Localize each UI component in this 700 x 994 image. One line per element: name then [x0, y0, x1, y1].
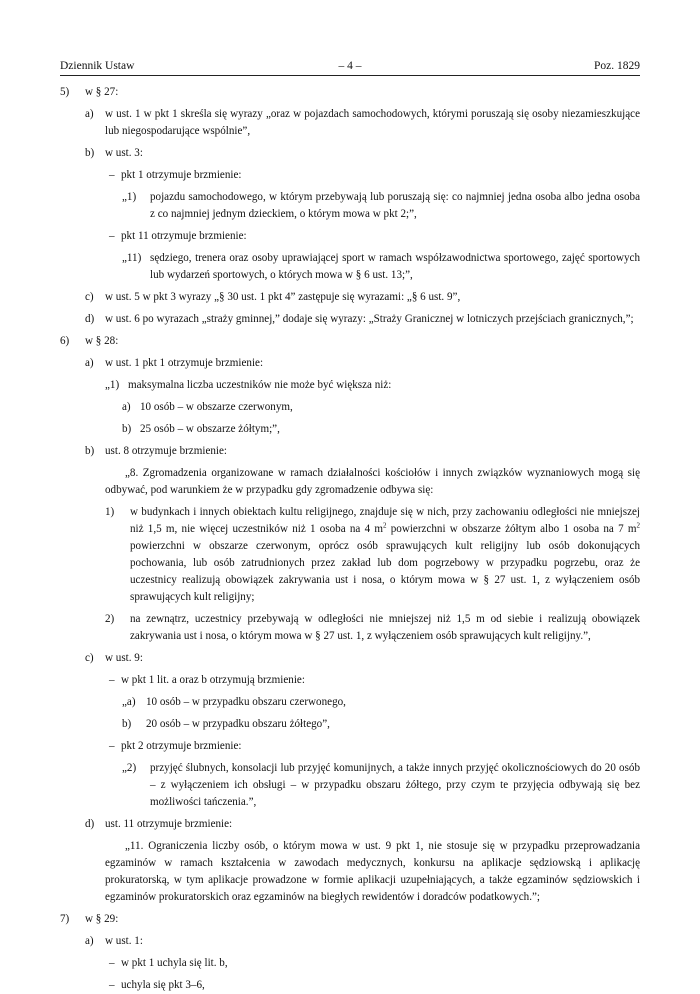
- quoted-point: [60, 189, 640, 223]
- letter-item: [60, 650, 640, 667]
- superscript: 2: [383, 521, 387, 530]
- item-text: w ust. 1 pkt 1 otrzymuje brzmienie:: [105, 357, 264, 369]
- sub-label: „a): [122, 696, 136, 708]
- quoted-text: pojazdu samochodowego, w którym przebywają lub poruszają się: co najmniej jedna osoba albo jedna osoba z co najmniej jednym dzieckiem, o którym mowa w pkt 2;”,: [150, 191, 640, 220]
- dash-item: [60, 672, 640, 689]
- letter-item: [60, 816, 640, 833]
- quoted-text: przyjęć ślubnych, konsolacji lub przyjęć komunijnych, a także innych przyjęć okolicznościowych do 20 osób – z wyłączeniem ich obsługi – w przypadku obszaru żółtego, przy czym te przyjęcia odbywają się bez możliwości tańczenia.”,: [150, 762, 640, 808]
- dash-marker: –: [109, 979, 115, 991]
- position-number: Poz. 1829: [594, 60, 640, 72]
- quoted-point: [60, 250, 640, 284]
- quoted-text: sędziego, trenera oraz osoby uprawiającej sport w ramach współzawodnictwa sportowego, zajęć sportowych lub wydarzeń sportowych, o których mowa w § 6 ust. 13;”,: [150, 252, 640, 281]
- dash-marker: –: [109, 674, 115, 686]
- letter-label: b): [85, 147, 95, 159]
- item-text: ust. 8 otrzymuje brzmienie:: [105, 445, 227, 457]
- item-text: w pkt 1 lit. a oraz b otrzymują brzmienie:: [121, 674, 305, 686]
- item-text: pkt 1 otrzymuje brzmienie:: [121, 169, 242, 181]
- point-number: 7): [60, 913, 70, 925]
- page-number: – 4 –: [338, 60, 362, 72]
- item-text: uchyla się pkt 3–6,: [121, 979, 205, 991]
- letter-item: [60, 355, 640, 372]
- sub-text: 20 osób – w przypadku obszaru żółtego”,: [146, 718, 330, 730]
- sub-text: 10 osób – w przypadku obszaru czerwonego,: [146, 696, 346, 708]
- quoted-point: [60, 377, 640, 394]
- letter-item: [60, 311, 640, 328]
- item-text: w ust. 3:: [105, 147, 143, 159]
- letter-label: a): [85, 357, 94, 369]
- item-text: pkt 11 otrzymuje brzmienie:: [121, 230, 247, 242]
- item-text: w ust. 5 w pkt 3 wyrazy „§ 30 ust. 1 pkt 4” zastępuje się wyrazami: „§ 6 ust. 9”,: [105, 291, 461, 303]
- dash-item: [60, 977, 640, 994]
- point-title: w § 28:: [85, 335, 119, 347]
- page-header: [60, 58, 640, 74]
- sub-text: 10 osób – w obszarze czerwonym,: [140, 401, 293, 413]
- quoted-text: „11. Ograniczenia liczby osób, o którym mowa w ust. 9 pkt 1, nie stosuje się w przypadku przeprowadzania egzaminów w ramach kształcenia w zawodach medycznych, konkursu na aplikacje sędziowską i aplikację prokuratorską, w tym aplikacje prowadzone w formie aplikacji uzupełniających, a także egzaminów sędziowskich i egzaminów prokuratorskich oraz egzaminów na biegłych rewidentów i doradców podatkowych.”;: [105, 840, 640, 903]
- letter-label: a): [85, 935, 94, 947]
- letter-item: [60, 933, 640, 950]
- sub-label: b): [122, 423, 132, 435]
- point-6: [60, 333, 640, 350]
- superscript: 2: [636, 521, 640, 530]
- letter-label: c): [85, 291, 94, 303]
- letter-item: [60, 443, 640, 460]
- item-number: 2): [105, 613, 115, 625]
- sub-item: [60, 399, 640, 416]
- dash-marker: –: [109, 957, 115, 969]
- quoted-paragraph: [60, 465, 640, 499]
- item-text: ust. 11 otrzymuje brzmienie:: [105, 818, 233, 830]
- point-number: 5): [60, 86, 70, 98]
- sub-text: 25 osób – w obszarze żółtym;”,: [140, 423, 280, 435]
- dash-marker: –: [109, 740, 115, 752]
- sub-label: b): [122, 718, 132, 730]
- point-number: 6): [60, 335, 70, 347]
- sub-item: [60, 421, 640, 438]
- point-5: [60, 84, 640, 101]
- quoted-number: „1): [105, 379, 120, 391]
- item-number: 1): [105, 506, 115, 518]
- document-body: [60, 84, 640, 994]
- letter-item: [60, 106, 640, 140]
- header-rule: [60, 75, 640, 76]
- item-text: powierzchni w obszarze czerwonym, oprócz osób sprawujących kult religijny lub osób dokonujących pochowania, lub osób zatrudnionych przez zakład lub dom pogrzebowy w przypadku pogrzebu, oraz że uczestnicy realizują obowiązek zakrywania ust i nosa, o którym mowa w § 27 ust. 1, z wyłączeniem osób sprawujących kult religijny;: [130, 540, 640, 603]
- sub-item: [60, 694, 640, 711]
- numbered-item: [60, 504, 640, 606]
- item-text: w budynkach i innych obiektach kultu religijnego, znajduje się w nich, przy zachowaniu odległości nie mniejszej niż 1,5 m, nie więcej uczestników niż 1 osoba na 4 m: [130, 506, 640, 535]
- sub-item: [60, 716, 640, 733]
- letter-label: c): [85, 652, 94, 664]
- letter-item: [60, 289, 640, 306]
- point-title: w § 27:: [85, 86, 119, 98]
- quoted-text: „8. Zgromadzenia organizowane w ramach działalności kościołów i innych związków wyznaniowych mogą się odbywać, pod warunkiem że w przypadku gdy zgromadzenie odbywa się:: [105, 467, 640, 496]
- dash-item: [60, 955, 640, 972]
- dash-item: [60, 228, 640, 245]
- quoted-number: „11): [122, 252, 142, 264]
- item-text: na zewnątrz, uczestnicy przebywają w odległości nie mniejszej niż 1,5 m od siebie i realizują obowiązek zakrywania ust i nosa, o którym mowa w § 27 ust. 1, z wyłączeniem osób sprawujących kult religijny.”,: [130, 613, 640, 642]
- item-text: w ust. 6 po wyrazach „straży gminnej,” dodaje się wyrazy: „Straży Granicznej w lotniczych przejściach granicznych,”;: [105, 313, 634, 325]
- journal-title: Dziennik Ustaw: [60, 60, 135, 72]
- dash-marker: –: [109, 230, 115, 242]
- dash-item: [60, 738, 640, 755]
- item-text: pkt 2 otrzymuje brzmienie:: [121, 740, 242, 752]
- item-text: powierzchni w obszarze żółtym albo 1 osoba na 7 m: [386, 523, 637, 535]
- item-text: w ust. 1:: [105, 935, 143, 947]
- quoted-text: maksymalna liczba uczestników nie może być większa niż:: [128, 379, 392, 391]
- sub-label: a): [122, 401, 131, 413]
- item-text: w pkt 1 uchyla się lit. b,: [121, 957, 228, 969]
- quoted-number: „2): [122, 762, 137, 774]
- point-title: w § 29:: [85, 913, 119, 925]
- dash-item: [60, 167, 640, 184]
- quoted-paragraph: [60, 838, 640, 906]
- point-7: [60, 911, 640, 928]
- quoted-number: „1): [122, 191, 137, 203]
- letter-item: [60, 145, 640, 162]
- letter-label: a): [85, 108, 94, 120]
- quoted-point: [60, 760, 640, 811]
- letter-label: d): [85, 313, 95, 325]
- letter-label: b): [85, 445, 95, 457]
- letter-label: d): [85, 818, 95, 830]
- item-text: w ust. 1 w pkt 1 skreśla się wyrazy „oraz w pojazdach samochodowych, którymi poruszają się osoby niezamieszkujące lub niegospodarujące wspólnie”,: [105, 108, 640, 137]
- numbered-item: [60, 611, 640, 645]
- dash-marker: –: [109, 169, 115, 181]
- item-text: w ust. 9:: [105, 652, 143, 664]
